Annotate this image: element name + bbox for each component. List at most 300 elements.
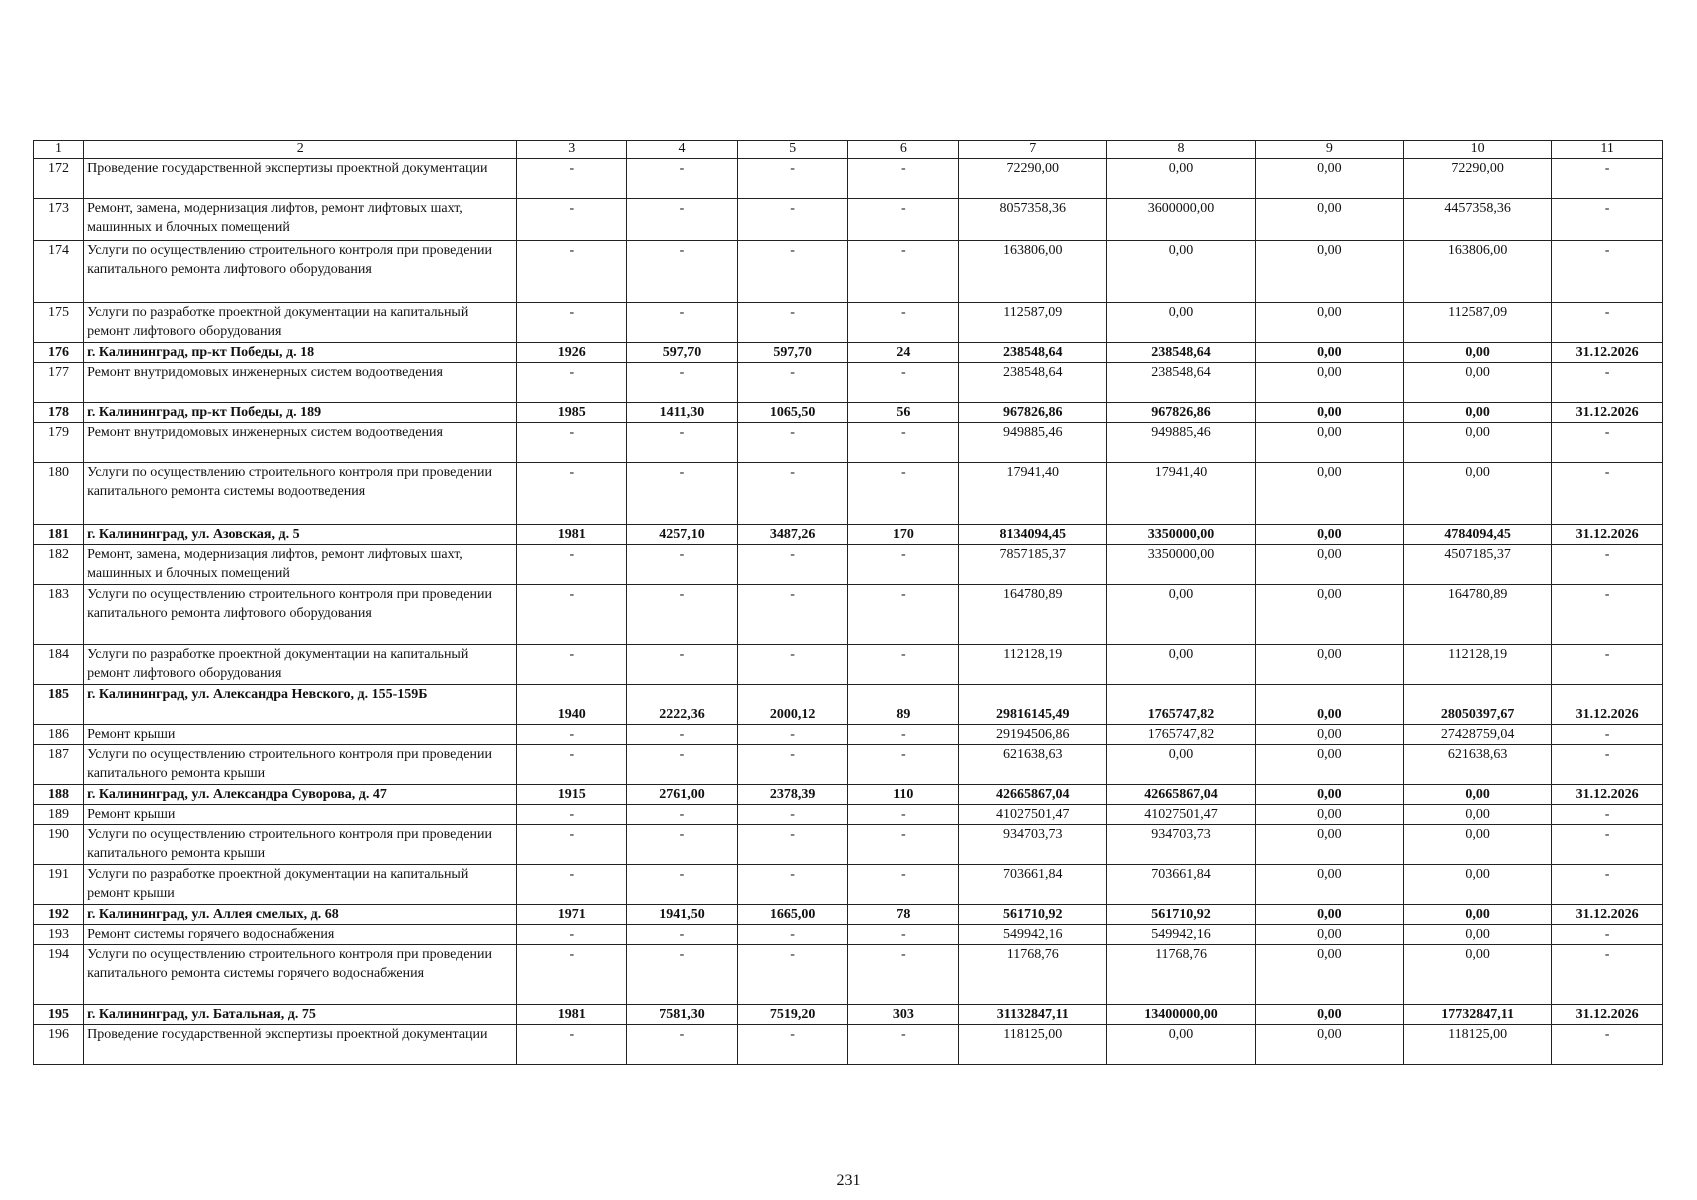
header-col-6: 6 — [848, 141, 959, 159]
header-col-11: 11 — [1552, 141, 1663, 159]
header-col-10: 10 — [1403, 141, 1551, 159]
row-area-living: 597,70 — [737, 343, 848, 363]
row-year: 1926 — [517, 343, 627, 363]
row-deadline: - — [1552, 463, 1663, 525]
row-cost-total: 934703,73 — [959, 825, 1107, 865]
row-deadline: - — [1552, 745, 1663, 785]
header-col-2: 2 — [84, 141, 517, 159]
row-area-total: - — [627, 725, 738, 745]
row-budget: 0,00 — [1255, 805, 1403, 825]
row-number: 176 — [34, 343, 84, 363]
row-area-living: - — [737, 463, 848, 525]
row-area-living: - — [737, 945, 848, 1005]
row-year: - — [517, 925, 627, 945]
row-residents: 89 — [848, 685, 959, 725]
row-number: 189 — [34, 805, 84, 825]
row-deadline: 31.12.2026 — [1552, 785, 1663, 805]
row-deadline: - — [1552, 303, 1663, 343]
row-number: 172 — [34, 159, 84, 199]
row-deadline: - — [1552, 241, 1663, 303]
header-col-9: 9 — [1255, 141, 1403, 159]
work-row — [34, 725, 1663, 745]
row-cost-total: 17941,40 — [959, 463, 1107, 525]
work-row — [34, 423, 1663, 463]
row-other: 112587,09 — [1403, 303, 1551, 343]
address-row — [34, 343, 1663, 363]
row-name: г. Калининград, ул. Александра Невского, д. 155-159Б — [84, 685, 517, 725]
row-budget: 0,00 — [1255, 645, 1403, 685]
address-row — [34, 685, 1663, 725]
row-number: 180 — [34, 463, 84, 525]
header-col-7: 7 — [959, 141, 1107, 159]
row-deadline: 31.12.2026 — [1552, 403, 1663, 423]
row-residents: - — [848, 363, 959, 403]
row-number: 183 — [34, 585, 84, 645]
row-cost-total: 238548,64 — [959, 343, 1107, 363]
row-number: 182 — [34, 545, 84, 585]
row-cost-total: 42665867,04 — [959, 785, 1107, 805]
row-fund: 0,00 — [1107, 585, 1255, 645]
row-residents: - — [848, 745, 959, 785]
row-name: Услуги по разработке проектной документации на капитальный ремонт лифтового оборудования — [84, 303, 517, 343]
row-number: 185 — [34, 685, 84, 725]
row-residents: - — [848, 645, 959, 685]
row-residents: - — [848, 303, 959, 343]
row-area-total: - — [627, 423, 738, 463]
row-year: - — [517, 825, 627, 865]
work-row — [34, 945, 1663, 1005]
row-name: Услуги по осуществлению строительного контроля при проведении капитального ремонта системы горячего водоснабжения — [84, 945, 517, 1005]
row-area-living: - — [737, 825, 848, 865]
row-other: 0,00 — [1403, 423, 1551, 463]
row-cost-total: 164780,89 — [959, 585, 1107, 645]
row-other: 0,00 — [1403, 363, 1551, 403]
row-area-living: - — [737, 159, 848, 199]
row-fund: 703661,84 — [1107, 865, 1255, 905]
row-year: - — [517, 745, 627, 785]
row-area-total: - — [627, 463, 738, 525]
row-residents: 56 — [848, 403, 959, 423]
row-deadline: - — [1552, 725, 1663, 745]
row-cost-total: 967826,86 — [959, 403, 1107, 423]
row-area-total: 2222,36 — [627, 685, 738, 725]
row-area-living: - — [737, 925, 848, 945]
row-name: г. Калининград, ул. Аллея смелых, д. 68 — [84, 905, 517, 925]
row-cost-total: 31132847,11 — [959, 1005, 1107, 1025]
row-other: 0,00 — [1403, 825, 1551, 865]
row-budget: 0,00 — [1255, 363, 1403, 403]
row-number: 193 — [34, 925, 84, 945]
row-name: Ремонт системы горячего водоснабжения — [84, 925, 517, 945]
work-row — [34, 545, 1663, 585]
row-year: - — [517, 945, 627, 1005]
row-name: Ремонт внутридомовых инженерных систем водоотведения — [84, 423, 517, 463]
row-area-living: - — [737, 199, 848, 241]
row-area-living: - — [737, 545, 848, 585]
row-residents: - — [848, 159, 959, 199]
row-name: Услуги по осуществлению строительного контроля при проведении капитального ремонта системы водоотведения — [84, 463, 517, 525]
row-other: 0,00 — [1403, 905, 1551, 925]
work-row — [34, 925, 1663, 945]
row-area-living: - — [737, 865, 848, 905]
row-name: г. Калининград, пр-кт Победы, д. 189 — [84, 403, 517, 423]
row-deadline: - — [1552, 945, 1663, 1005]
row-residents: - — [848, 463, 959, 525]
row-name: Ремонт внутридомовых инженерных систем водоотведения — [84, 363, 517, 403]
work-row — [34, 199, 1663, 241]
work-row — [34, 241, 1663, 303]
row-residents: 78 — [848, 905, 959, 925]
row-area-living: - — [737, 241, 848, 303]
row-budget: 0,00 — [1255, 199, 1403, 241]
row-cost-total: 949885,46 — [959, 423, 1107, 463]
header-col-3: 3 — [517, 141, 627, 159]
row-area-living: - — [737, 423, 848, 463]
row-area-total: - — [627, 241, 738, 303]
work-row — [34, 585, 1663, 645]
row-other: 0,00 — [1403, 925, 1551, 945]
row-name: Ремонт крыши — [84, 725, 517, 745]
row-number: 186 — [34, 725, 84, 745]
row-deadline: 31.12.2026 — [1552, 905, 1663, 925]
row-other: 164780,89 — [1403, 585, 1551, 645]
row-area-total: - — [627, 945, 738, 1005]
row-number: 195 — [34, 1005, 84, 1025]
row-year: - — [517, 585, 627, 645]
row-number: 191 — [34, 865, 84, 905]
row-year: - — [517, 423, 627, 463]
row-number: 184 — [34, 645, 84, 685]
row-cost-total: 7857185,37 — [959, 545, 1107, 585]
row-budget: 0,00 — [1255, 825, 1403, 865]
header-col-1: 1 — [34, 141, 84, 159]
work-row — [34, 159, 1663, 199]
row-other: 4784094,45 — [1403, 525, 1551, 545]
row-residents: - — [848, 925, 959, 945]
row-name: Услуги по разработке проектной документации на капитальный ремонт лифтового оборудования — [84, 645, 517, 685]
row-residents: - — [848, 241, 959, 303]
row-area-living: - — [737, 725, 848, 745]
row-other: 0,00 — [1403, 403, 1551, 423]
row-area-living: - — [737, 1025, 848, 1065]
row-cost-total: 549942,16 — [959, 925, 1107, 945]
row-area-living: 1665,00 — [737, 905, 848, 925]
row-fund: 0,00 — [1107, 645, 1255, 685]
row-fund: 41027501,47 — [1107, 805, 1255, 825]
row-deadline: - — [1552, 159, 1663, 199]
row-cost-total: 621638,63 — [959, 745, 1107, 785]
row-cost-total: 118125,00 — [959, 1025, 1107, 1065]
row-deadline: - — [1552, 645, 1663, 685]
header-col-5: 5 — [737, 141, 848, 159]
row-area-total: - — [627, 585, 738, 645]
row-budget: 0,00 — [1255, 1025, 1403, 1065]
row-deadline: 31.12.2026 — [1552, 343, 1663, 363]
row-other: 0,00 — [1403, 945, 1551, 1005]
row-year: 1985 — [517, 403, 627, 423]
row-deadline: - — [1552, 199, 1663, 241]
row-name: Проведение государственной экспертизы проектной документации — [84, 1025, 517, 1065]
row-year: 1915 — [517, 785, 627, 805]
work-row — [34, 463, 1663, 525]
row-year: - — [517, 241, 627, 303]
row-fund: 3350000,00 — [1107, 525, 1255, 545]
row-area-living: - — [737, 363, 848, 403]
row-cost-total: 29816145,49 — [959, 685, 1107, 725]
work-row — [34, 865, 1663, 905]
row-area-living: 1065,50 — [737, 403, 848, 423]
row-other: 0,00 — [1403, 805, 1551, 825]
row-name: Услуги по осуществлению строительного контроля при проведении капитального ремонта крыши — [84, 825, 517, 865]
row-deadline: - — [1552, 363, 1663, 403]
row-area-living: - — [737, 645, 848, 685]
row-cost-total: 112128,19 — [959, 645, 1107, 685]
row-year: - — [517, 1025, 627, 1065]
row-fund: 11768,76 — [1107, 945, 1255, 1005]
row-deadline: - — [1552, 865, 1663, 905]
row-area-living: 7519,20 — [737, 1005, 848, 1025]
row-residents: - — [848, 1025, 959, 1065]
row-name: г. Калининград, ул. Азовская, д. 5 — [84, 525, 517, 545]
row-number: 196 — [34, 1025, 84, 1065]
row-deadline: - — [1552, 585, 1663, 645]
row-fund: 42665867,04 — [1107, 785, 1255, 805]
row-area-living: - — [737, 585, 848, 645]
row-cost-total: 703661,84 — [959, 865, 1107, 905]
row-residents: 170 — [848, 525, 959, 545]
row-fund: 0,00 — [1107, 303, 1255, 343]
row-name: г. Калининград, ул. Батальная, д. 75 — [84, 1005, 517, 1025]
row-budget: 0,00 — [1255, 745, 1403, 785]
work-row — [34, 745, 1663, 785]
row-other: 17732847,11 — [1403, 1005, 1551, 1025]
row-year: 1981 — [517, 525, 627, 545]
row-cost-total: 72290,00 — [959, 159, 1107, 199]
row-area-total: - — [627, 745, 738, 785]
row-name: г. Калининград, ул. Александра Суворова, д. 47 — [84, 785, 517, 805]
row-area-living: - — [737, 745, 848, 785]
row-residents: - — [848, 585, 959, 645]
row-number: 194 — [34, 945, 84, 1005]
row-other: 621638,63 — [1403, 745, 1551, 785]
row-year: - — [517, 805, 627, 825]
row-number: 177 — [34, 363, 84, 403]
row-year: 1940 — [517, 685, 627, 725]
work-row — [34, 363, 1663, 403]
document-page — [33, 140, 1663, 1065]
row-budget: 0,00 — [1255, 945, 1403, 1005]
row-year: 1971 — [517, 905, 627, 925]
row-other: 4457358,36 — [1403, 199, 1551, 241]
row-budget: 0,00 — [1255, 545, 1403, 585]
work-row — [34, 303, 1663, 343]
row-area-total: - — [627, 545, 738, 585]
row-year: - — [517, 645, 627, 685]
row-fund: 949885,46 — [1107, 423, 1255, 463]
row-budget: 0,00 — [1255, 685, 1403, 725]
row-residents: - — [848, 945, 959, 1005]
work-row — [34, 805, 1663, 825]
row-deadline: 31.12.2026 — [1552, 1005, 1663, 1025]
row-fund: 934703,73 — [1107, 825, 1255, 865]
row-name: Ремонт, замена, модернизация лифтов, ремонт лифтовых шахт, машинных и блочных помещений — [84, 199, 517, 241]
row-fund: 549942,16 — [1107, 925, 1255, 945]
row-fund: 17941,40 — [1107, 463, 1255, 525]
row-cost-total: 112587,09 — [959, 303, 1107, 343]
row-budget: 0,00 — [1255, 785, 1403, 805]
row-budget: 0,00 — [1255, 159, 1403, 199]
row-name: Проведение государственной экспертизы проектной документации — [84, 159, 517, 199]
row-area-total: - — [627, 645, 738, 685]
row-area-total: - — [627, 159, 738, 199]
row-area-total: 7581,30 — [627, 1005, 738, 1025]
row-area-living: - — [737, 303, 848, 343]
row-deadline: 31.12.2026 — [1552, 525, 1663, 545]
row-residents: - — [848, 805, 959, 825]
row-number: 179 — [34, 423, 84, 463]
row-year: - — [517, 865, 627, 905]
row-fund: 1765747,82 — [1107, 685, 1255, 725]
row-budget: 0,00 — [1255, 423, 1403, 463]
row-fund: 0,00 — [1107, 159, 1255, 199]
row-deadline: - — [1552, 805, 1663, 825]
row-cost-total: 8057358,36 — [959, 199, 1107, 241]
address-row — [34, 905, 1663, 925]
row-year: - — [517, 363, 627, 403]
row-area-total: 2761,00 — [627, 785, 738, 805]
header-col-4: 4 — [627, 141, 738, 159]
row-other: 4507185,37 — [1403, 545, 1551, 585]
row-area-total: - — [627, 199, 738, 241]
row-area-total: 1411,30 — [627, 403, 738, 423]
row-cost-total: 8134094,45 — [959, 525, 1107, 545]
row-deadline: 31.12.2026 — [1552, 685, 1663, 725]
work-row — [34, 825, 1663, 865]
row-cost-total: 238548,64 — [959, 363, 1107, 403]
row-fund: 0,00 — [1107, 1025, 1255, 1065]
row-name: Услуги по осуществлению строительного контроля при проведении капитального ремонта лифтового оборудования — [84, 241, 517, 303]
row-name: Ремонт, замена, модернизация лифтов, ремонт лифтовых шахт, машинных и блочных помещений — [84, 545, 517, 585]
row-area-living: - — [737, 805, 848, 825]
row-area-total: - — [627, 805, 738, 825]
row-name: г. Калининград, пр-кт Победы, д. 18 — [84, 343, 517, 363]
row-fund: 3600000,00 — [1107, 199, 1255, 241]
row-number: 181 — [34, 525, 84, 545]
row-residents: 110 — [848, 785, 959, 805]
row-cost-total: 11768,76 — [959, 945, 1107, 1005]
row-area-total: 597,70 — [627, 343, 738, 363]
row-other: 0,00 — [1403, 785, 1551, 805]
row-budget: 0,00 — [1255, 343, 1403, 363]
row-year: 1981 — [517, 1005, 627, 1025]
row-area-total: - — [627, 363, 738, 403]
row-year: - — [517, 463, 627, 525]
row-budget: 0,00 — [1255, 925, 1403, 945]
row-fund: 0,00 — [1107, 241, 1255, 303]
row-area-total: 4257,10 — [627, 525, 738, 545]
row-cost-total: 29194506,86 — [959, 725, 1107, 745]
row-cost-total: 41027501,47 — [959, 805, 1107, 825]
row-fund: 0,00 — [1107, 745, 1255, 785]
row-number: 192 — [34, 905, 84, 925]
row-budget: 0,00 — [1255, 241, 1403, 303]
row-name: Услуги по разработке проектной документации на капитальный ремонт крыши — [84, 865, 517, 905]
row-other: 28050397,67 — [1403, 685, 1551, 725]
row-residents: - — [848, 199, 959, 241]
row-number: 188 — [34, 785, 84, 805]
row-fund: 238548,64 — [1107, 343, 1255, 363]
row-residents: - — [848, 725, 959, 745]
row-deadline: - — [1552, 1025, 1663, 1065]
page-number: 231 — [836, 1172, 861, 1189]
row-deadline: - — [1552, 545, 1663, 585]
row-budget: 0,00 — [1255, 525, 1403, 545]
capital-repair-table — [33, 140, 1663, 1065]
row-deadline: - — [1552, 423, 1663, 463]
row-number: 173 — [34, 199, 84, 241]
header-row — [34, 141, 1663, 159]
row-other: 118125,00 — [1403, 1025, 1551, 1065]
address-row — [34, 525, 1663, 545]
row-budget: 0,00 — [1255, 725, 1403, 745]
row-fund: 967826,86 — [1107, 403, 1255, 423]
row-other: 0,00 — [1403, 865, 1551, 905]
row-fund: 3350000,00 — [1107, 545, 1255, 585]
row-name: Ремонт крыши — [84, 805, 517, 825]
row-cost-total: 561710,92 — [959, 905, 1107, 925]
row-year: - — [517, 199, 627, 241]
row-number: 175 — [34, 303, 84, 343]
header-col-8: 8 — [1107, 141, 1255, 159]
row-budget: 0,00 — [1255, 905, 1403, 925]
row-area-total: - — [627, 303, 738, 343]
row-other: 0,00 — [1403, 343, 1551, 363]
row-other: 27428759,04 — [1403, 725, 1551, 745]
row-budget: 0,00 — [1255, 1005, 1403, 1025]
row-residents: - — [848, 423, 959, 463]
row-name: Услуги по осуществлению строительного контроля при проведении капитального ремонта крыши — [84, 745, 517, 785]
row-residents: - — [848, 825, 959, 865]
row-residents: - — [848, 545, 959, 585]
row-deadline: - — [1552, 925, 1663, 945]
row-area-total: - — [627, 865, 738, 905]
row-budget: 0,00 — [1255, 865, 1403, 905]
row-cost-total: 163806,00 — [959, 241, 1107, 303]
row-budget: 0,00 — [1255, 403, 1403, 423]
row-number: 174 — [34, 241, 84, 303]
row-residents: - — [848, 865, 959, 905]
row-year: - — [517, 725, 627, 745]
row-number: 190 — [34, 825, 84, 865]
row-other: 112128,19 — [1403, 645, 1551, 685]
row-budget: 0,00 — [1255, 303, 1403, 343]
work-row — [34, 1025, 1663, 1065]
row-budget: 0,00 — [1255, 585, 1403, 645]
row-year: - — [517, 545, 627, 585]
row-area-total: - — [627, 925, 738, 945]
row-other: 0,00 — [1403, 463, 1551, 525]
address-row — [34, 785, 1663, 805]
row-other: 163806,00 — [1403, 241, 1551, 303]
address-row — [34, 1005, 1663, 1025]
row-fund: 561710,92 — [1107, 905, 1255, 925]
row-year: - — [517, 303, 627, 343]
row-area-living: 2378,39 — [737, 785, 848, 805]
row-fund: 238548,64 — [1107, 363, 1255, 403]
row-deadline: - — [1552, 825, 1663, 865]
row-number: 187 — [34, 745, 84, 785]
row-area-living: 2000,12 — [737, 685, 848, 725]
